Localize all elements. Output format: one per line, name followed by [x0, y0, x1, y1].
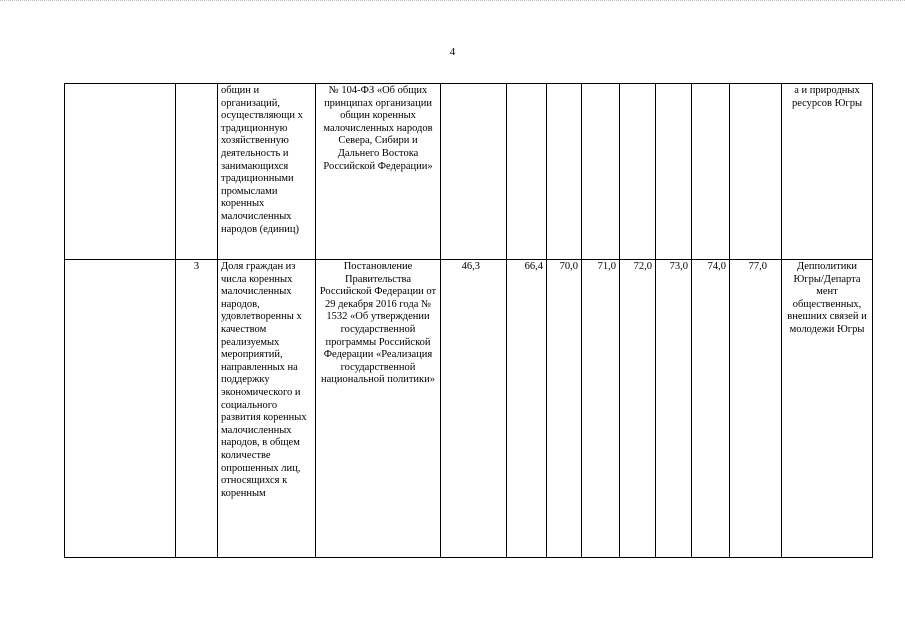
value-cell: [547, 84, 582, 260]
table-cell: [176, 84, 218, 260]
responsible-cell: Депполитики Югры/Департа мент общественных, внешних связей и молодежи Югры: [782, 260, 873, 558]
value-cell: 73,0: [656, 260, 692, 558]
table-cell: [65, 84, 176, 260]
indicator-name-cell: Доля граждан из числа коренных малочисленных народов, удовлетворенны х качеством реализуемых мероприятий, направленных на поддержку экономического и социального развития коренных малочисленных народов, в общем количестве опрошенных лиц, относящихся к коренным: [218, 260, 316, 558]
legal-basis-cell: № 104-ФЗ «Об общих принципах организации общин коренных малочисленных народов Севера, Сибири и Дальнего Востока Российской Федерации»: [316, 84, 441, 260]
value-cell: 70,0: [547, 260, 582, 558]
value-cell: 74,0: [692, 260, 730, 558]
scan-edge-line: [0, 0, 905, 11]
value-cell: [656, 84, 692, 260]
value-cell: 77,0: [730, 260, 782, 558]
value-cell: [441, 84, 507, 260]
legal-basis-cell: Постановление Правительства Российской Федерации от 29 декабря 2016 года № 1532 «Об утверждении государственной программы Российской Федерации «Реализация государственной национальной политики»: [316, 260, 441, 558]
responsible-cell: а и природных ресурсов Югры: [782, 84, 873, 260]
table-cell: [65, 260, 176, 558]
row-number-cell: 3: [176, 260, 218, 558]
indicators-table: [64, 83, 873, 558]
value-cell: 46,3: [441, 260, 507, 558]
value-cell: [692, 84, 730, 260]
value-cell: 66,4: [507, 260, 547, 558]
value-cell: [620, 84, 656, 260]
value-cell: [507, 84, 547, 260]
value-cell: [582, 84, 620, 260]
value-cell: [730, 84, 782, 260]
table-row: [65, 84, 873, 260]
page-number: 4: [449, 46, 456, 58]
value-cell: 72,0: [620, 260, 656, 558]
value-cell: 71,0: [582, 260, 620, 558]
table-row: [65, 260, 873, 558]
indicator-name-cell: общин и организаций, осуществляющи х традиционную хозяйственную деятельность и занимающихся традиционными промыслами коренных малочисленных народов (единиц): [218, 84, 316, 260]
